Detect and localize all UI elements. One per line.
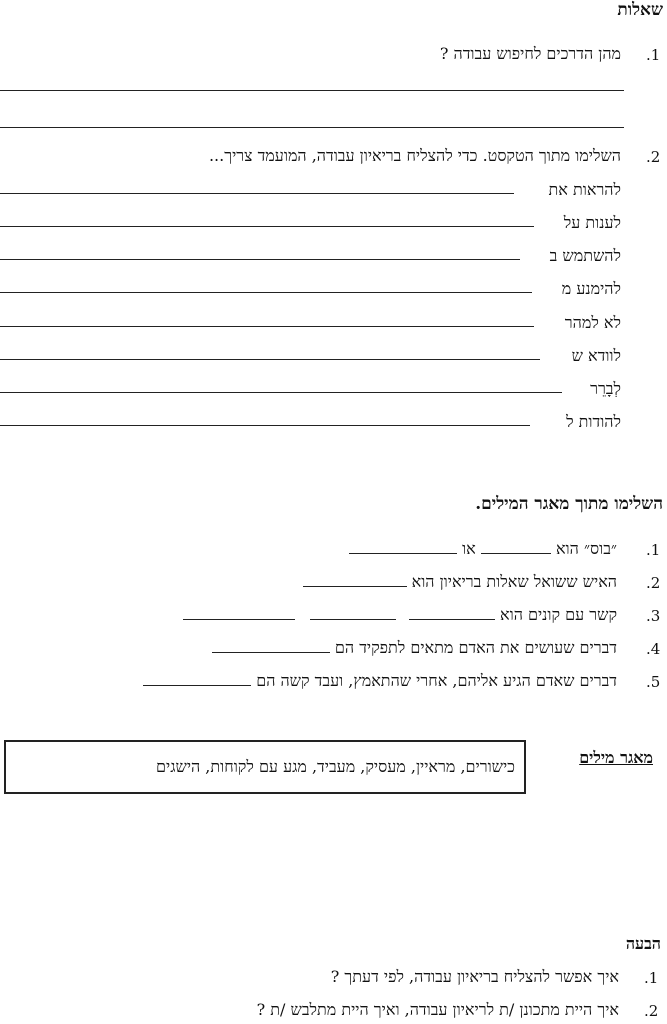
answer-line bbox=[0, 127, 624, 128]
item-text: האיש ששואל שאלות בריאיון הוא bbox=[411, 572, 617, 591]
item-text: ״בוס״ הוא bbox=[555, 539, 617, 558]
question-number: .1 bbox=[646, 46, 661, 64]
item-row bbox=[212, 638, 617, 658]
blank bbox=[481, 539, 551, 554]
fill-line bbox=[0, 193, 514, 194]
item-text: דברים שאדם הגיע אליהם, אחרי שהתאמץ, ועבד קשה הם bbox=[256, 671, 617, 690]
word-bank-label: מאגר מילים bbox=[579, 748, 653, 767]
blank bbox=[310, 605, 396, 620]
item-number: .1 bbox=[646, 541, 661, 559]
fill-line bbox=[0, 226, 534, 227]
question-text: מהן הדרכים לחיפוש עבודה ? bbox=[439, 44, 621, 63]
section-title-expression: הבעה bbox=[625, 934, 661, 953]
fill-line bbox=[0, 392, 562, 393]
item-number: .1 bbox=[644, 969, 659, 987]
answer-line bbox=[0, 90, 624, 91]
blank bbox=[183, 605, 295, 620]
fill-line bbox=[0, 259, 520, 260]
fill-item: לענות על bbox=[563, 213, 621, 232]
fill-item: לא למהר bbox=[564, 313, 621, 332]
item-row bbox=[183, 605, 617, 625]
blank bbox=[143, 671, 251, 686]
blank bbox=[303, 572, 407, 587]
item-row bbox=[143, 671, 617, 691]
item-row bbox=[303, 572, 618, 592]
question-number: .2 bbox=[646, 148, 661, 166]
fill-item: להודות ל bbox=[566, 412, 621, 431]
fill-line bbox=[0, 425, 530, 426]
word-bank-words: כישורים, מראיין, מעסיק, מעביד, מגע עם לקוחות, הישגים bbox=[156, 757, 515, 776]
item-number: .5 bbox=[646, 673, 661, 691]
item-number: .2 bbox=[644, 1002, 659, 1020]
section-title-questions: שאלות bbox=[617, 0, 663, 20]
question-text: השלימו מתוך הטקסט. כדי להצליח בריאיון עבודה, המועמד צריך... bbox=[208, 146, 621, 165]
fill-item: להימנע מ bbox=[561, 279, 621, 298]
fill-item: להשתמש ב bbox=[549, 246, 621, 265]
item-text: קשר עם קונים הוא bbox=[500, 605, 617, 624]
item-text: דברים שעושים את האדם מתאים לתפקיד הם bbox=[334, 638, 617, 657]
section-title-fill-from-bank: השלימו מתוך מאגר המילים. bbox=[475, 494, 663, 514]
fill-item: להראות את bbox=[548, 180, 621, 199]
item-number: .4 bbox=[646, 640, 661, 658]
fill-line bbox=[0, 359, 540, 360]
item-number: .3 bbox=[646, 607, 661, 625]
item-text: איך אפשר להצליח בריאיון עבודה, לפי דעתך ? bbox=[330, 967, 619, 986]
blank bbox=[349, 539, 457, 554]
fill-item: לוודא ש bbox=[571, 346, 621, 365]
item-row bbox=[349, 539, 617, 559]
item-connector: או bbox=[462, 539, 476, 558]
blank bbox=[212, 638, 330, 653]
item-text: איך היית מתכונן /ת לריאיון עבודה, ואיך היית מתלבש /ת ? bbox=[256, 1000, 619, 1019]
fill-item: לְבָרֵר bbox=[590, 379, 621, 398]
fill-line bbox=[0, 292, 532, 293]
blank bbox=[409, 605, 495, 620]
fill-line bbox=[0, 326, 534, 327]
item-number: .2 bbox=[646, 574, 661, 592]
